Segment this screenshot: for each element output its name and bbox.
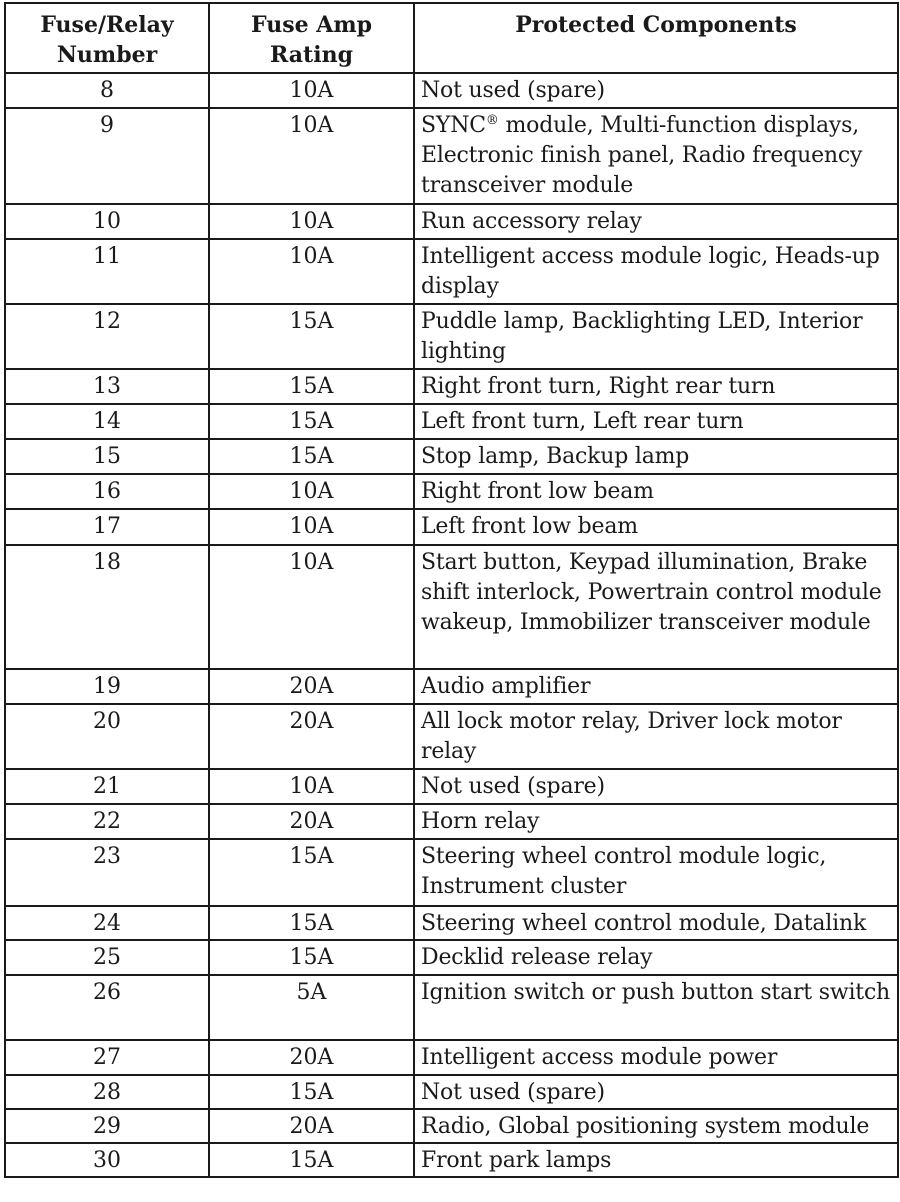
table-row xyxy=(5,906,898,940)
amp-rating-cell: 5A xyxy=(209,975,414,1040)
table-row xyxy=(5,804,898,839)
amp-rating-cell: 15A xyxy=(209,839,414,906)
fuse-number-cell: 27 xyxy=(5,1040,209,1075)
protected-components-cell: Not used (spare) xyxy=(414,769,898,804)
amp-rating-cell: 20A xyxy=(209,704,414,769)
header-fuse-relay-number: Fuse/Relay Number xyxy=(5,3,209,73)
protected-components-cell: Right front turn, Right rear turn xyxy=(414,369,898,404)
fuse-number-cell: 17 xyxy=(5,509,209,545)
amp-rating-cell: 10A xyxy=(209,73,414,108)
fuse-number-cell: 28 xyxy=(5,1075,209,1109)
table-row xyxy=(5,304,898,369)
protected-components-cell: Puddle lamp, Backlighting LED, Interior lighting xyxy=(414,304,898,369)
amp-rating-cell: 20A xyxy=(209,1040,414,1075)
table-row xyxy=(5,975,898,1040)
amp-rating-cell: 15A xyxy=(209,369,414,404)
fuse-number-cell: 23 xyxy=(5,839,209,906)
fuse-number-cell: 25 xyxy=(5,940,209,975)
header-fuse-amp-rating: Fuse Amp Rating xyxy=(209,3,414,73)
protected-components-cell: Intelligent access module power xyxy=(414,1040,898,1075)
table-row xyxy=(5,1040,898,1075)
fuse-number-cell: 19 xyxy=(5,669,209,704)
table-row xyxy=(5,108,898,204)
registered-mark: ® xyxy=(485,113,499,128)
amp-rating-cell: 15A xyxy=(209,404,414,439)
amp-rating-cell: 10A xyxy=(209,108,414,204)
fuse-number-cell: 11 xyxy=(5,239,209,304)
protected-components-cell: Audio amplifier xyxy=(414,669,898,704)
amp-rating-cell: 15A xyxy=(209,1075,414,1109)
amp-rating-cell: 10A xyxy=(209,545,414,669)
table-row xyxy=(5,1075,898,1109)
protected-components-cell: Radio, Global positioning system module xyxy=(414,1109,898,1143)
fuse-number-cell: 22 xyxy=(5,804,209,839)
protected-components-cell: Front park lamps xyxy=(414,1143,898,1177)
table-row xyxy=(5,545,898,669)
table-row xyxy=(5,369,898,404)
protected-components-cell: Left front turn, Left rear turn xyxy=(414,404,898,439)
table-row xyxy=(5,474,898,509)
protected-components-cell: Decklid release relay xyxy=(414,940,898,975)
table-row xyxy=(5,1143,898,1177)
header-protected-components: Protected Components xyxy=(414,3,898,73)
table-body xyxy=(5,73,898,1177)
amp-rating-cell: 15A xyxy=(209,940,414,975)
protected-components-cell: Intelligent access module logic, Heads-up display xyxy=(414,239,898,304)
fuse-number-cell: 16 xyxy=(5,474,209,509)
fuse-number-cell: 13 xyxy=(5,369,209,404)
fuse-number-cell: 20 xyxy=(5,704,209,769)
fuse-number-cell: 12 xyxy=(5,304,209,369)
fuse-number-cell: 24 xyxy=(5,906,209,940)
table-row xyxy=(5,204,898,239)
table-row xyxy=(5,839,898,906)
amp-rating-cell: 20A xyxy=(209,804,414,839)
table-row xyxy=(5,509,898,545)
amp-rating-cell: 10A xyxy=(209,509,414,545)
protected-components-cell: Not used (spare) xyxy=(414,1075,898,1109)
table-row xyxy=(5,239,898,304)
fuse-relay-table xyxy=(4,2,899,1178)
protected-components-cell: SYNC® module, Multi-function displays, Electronic finish panel, Radio frequency transceiver module xyxy=(414,108,898,204)
amp-rating-cell: 15A xyxy=(209,439,414,474)
table-row xyxy=(5,73,898,108)
protected-components-cell: Horn relay xyxy=(414,804,898,839)
fuse-number-cell: 10 xyxy=(5,204,209,239)
fuse-number-cell: 26 xyxy=(5,975,209,1040)
amp-rating-cell: 10A xyxy=(209,204,414,239)
fuse-number-cell: 21 xyxy=(5,769,209,804)
table-row xyxy=(5,769,898,804)
protected-components-cell: Stop lamp, Backup lamp xyxy=(414,439,898,474)
table-header xyxy=(5,3,898,73)
protected-components-cell: Ignition switch or push button start switch xyxy=(414,975,898,1040)
table-row xyxy=(5,404,898,439)
amp-rating-cell: 10A xyxy=(209,239,414,304)
table-row xyxy=(5,704,898,769)
amp-rating-cell: 15A xyxy=(209,906,414,940)
amp-rating-cell: 15A xyxy=(209,1143,414,1177)
protected-components-cell: Not used (spare) xyxy=(414,73,898,108)
header-row xyxy=(5,3,898,73)
protected-components-cell: Run accessory relay xyxy=(414,204,898,239)
amp-rating-cell: 10A xyxy=(209,474,414,509)
fuse-number-cell: 29 xyxy=(5,1109,209,1143)
amp-rating-cell: 15A xyxy=(209,304,414,369)
fuse-number-cell: 30 xyxy=(5,1143,209,1177)
protected-components-cell: Left front low beam xyxy=(414,509,898,545)
fuse-number-cell: 18 xyxy=(5,545,209,669)
protected-components-cell: All lock motor relay, Driver lock motor relay xyxy=(414,704,898,769)
protected-components-cell: Right front low beam xyxy=(414,474,898,509)
table-row xyxy=(5,439,898,474)
fuse-number-cell: 9 xyxy=(5,108,209,204)
table-row xyxy=(5,669,898,704)
amp-rating-cell: 20A xyxy=(209,1109,414,1143)
amp-rating-cell: 10A xyxy=(209,769,414,804)
amp-rating-cell: 20A xyxy=(209,669,414,704)
fuse-number-cell: 8 xyxy=(5,73,209,108)
protected-components-cell: Start button, Keypad illumination, Brake shift interlock, Powertrain control module wakeup, Immobilizer transceiver module xyxy=(414,545,898,669)
fuse-number-cell: 14 xyxy=(5,404,209,439)
fuse-number-cell: 15 xyxy=(5,439,209,474)
protected-components-cell: Steering wheel control module, Datalink xyxy=(414,906,898,940)
table-row xyxy=(5,940,898,975)
protected-components-cell: Steering wheel control module logic, Instrument cluster xyxy=(414,839,898,906)
table-row xyxy=(5,1109,898,1143)
